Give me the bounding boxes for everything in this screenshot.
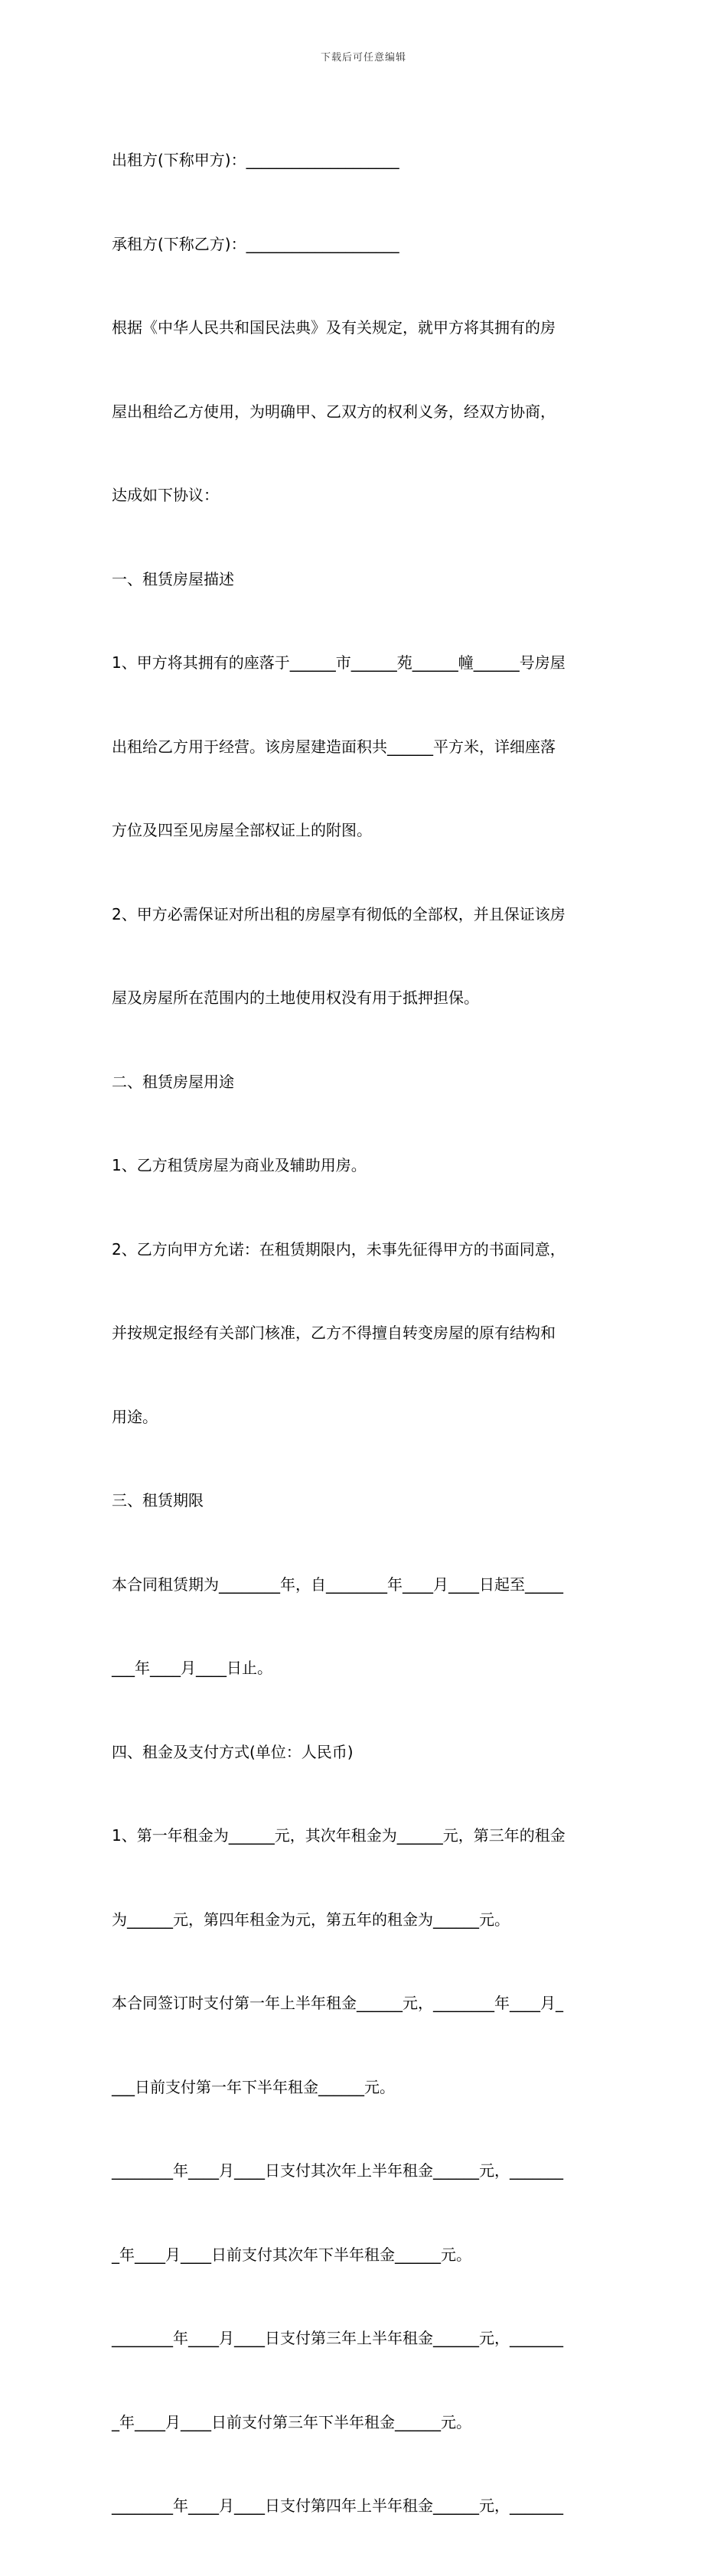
document-line: _年____月____日前支付其次年下半年租金______元。	[112, 2245, 471, 2264]
document-line: 1、乙方租赁房屋为商业及辅助用房。	[112, 1156, 367, 1174]
document-body	[112, 90, 620, 2576]
document-line: 出租方(下称甲方)：____________________	[112, 151, 399, 169]
document-line: ________年____月____日支付第四年上半年租金______元，_______	[112, 2496, 563, 2515]
section-heading: 一、租赁房屋描述	[112, 569, 234, 588]
document-line: 1、甲方将其拥有的座落于______市______苑______幢______号房屋	[112, 653, 566, 672]
document-line: 并按规定报经有关部门核准，乙方不得擅自转变房屋的原有结构和	[112, 1324, 556, 1342]
document-line: 本合同签订时支付第一年上半年租金______元，________年____月_	[112, 1994, 563, 2012]
document-line: 根据《中华人民共和国民法典》及有关规定，就甲方将其拥有的房	[112, 318, 556, 337]
document-line: _年____月____日前支付第三年下半年租金______元。	[112, 2412, 471, 2431]
section-heading: 四、租金及支付方式(单位：人民币)	[112, 1742, 354, 1761]
document-line: 1、第一年租金为______元，其次年租金为______元，第三年的租金	[112, 1826, 566, 1845]
document-line: ___年____月____日止。	[112, 1659, 272, 1677]
document-line: 为______元，第四年租金为元，第五年的租金为______元。	[112, 1910, 510, 1929]
document-line: ________年____月____日支付第三年上半年租金______元，_______	[112, 2329, 563, 2347]
document-line: 达成如下协议：	[112, 486, 219, 504]
document-line: 方位及四至见房屋全部权证上的附图。	[112, 821, 372, 839]
document-line: 出租给乙方用于经营。该房屋建造面积共______平方米，详细座落	[112, 737, 556, 756]
header-note: 下载后可任意编辑	[320, 52, 406, 64]
document-line: 2、甲方必需保证对所出租的房屋享有彻低的全部权，并且保证该房	[112, 904, 566, 923]
document-line: 2、乙方向甲方允诺：在租赁期限内，未事先征得甲方的书面同意，	[112, 1239, 566, 1259]
document-line: 屋及房屋所在范围内的土地使用权没有用于抵押担保。	[112, 988, 479, 1007]
document-line: 屋出租给乙方使用，为明确甲、乙双方的权利义务，经双方协商，	[112, 402, 556, 421]
section-heading: 二、租赁房屋用途	[112, 1072, 234, 1091]
section-heading: 三、租赁期限	[112, 1491, 204, 1509]
document-line: ________年____月____日支付其次年上半年租金______元，_______	[112, 2161, 563, 2180]
document-line: 用途。	[112, 1407, 158, 1426]
document-line: 承租方(下称乙方)：____________________	[112, 234, 399, 253]
document-line: ___日前支付第一年下半年租金______元。	[112, 2077, 395, 2096]
document-line: 本合同租赁期为________年，自________年____月____日起至_____	[112, 1575, 563, 1594]
